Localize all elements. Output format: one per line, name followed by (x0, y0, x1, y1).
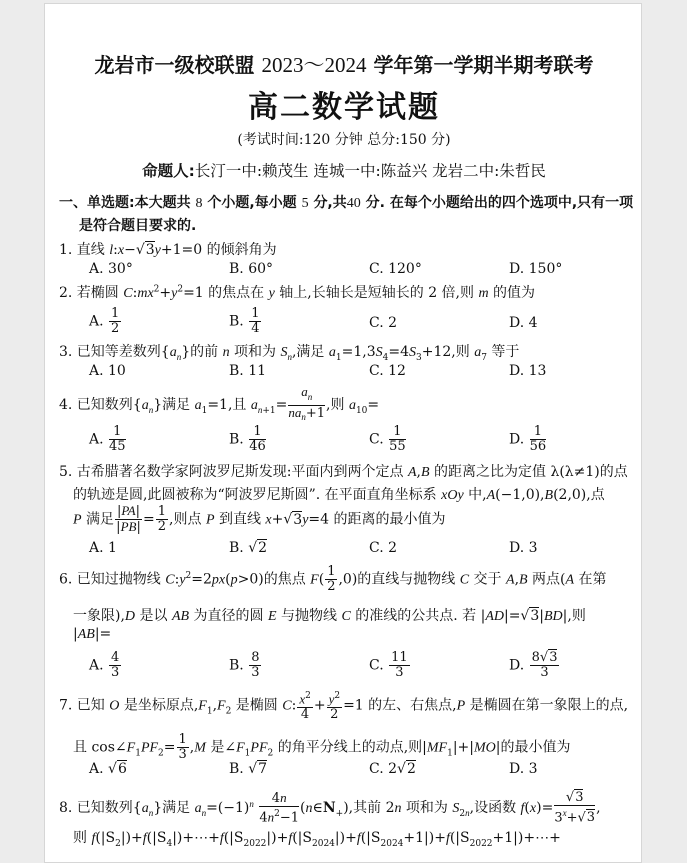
question-7-line1: 7. 已知 O 是坐标原点$,F_1,F_2$ 是椭圆 C: $\frac{x^2}{4}$ + $\frac{y^2}{2}$ =1 的左、右焦点,P 是椭圆在第一象限上的点, (59, 691, 629, 723)
q3-option-b[interactable]: B. 11 (229, 363, 267, 379)
q5-option-d[interactable]: D. 3 (509, 540, 538, 556)
authors-label: 命题人: (142, 162, 195, 180)
q7-option-a[interactable]: A. √6 (89, 761, 127, 777)
q6-option-b[interactable]: B. $\frac{8}{3}$ (229, 650, 260, 680)
q1-option-c[interactable]: C. 120° (369, 261, 422, 277)
question-5-line1: 5. 古希腊著名数学家阿波罗尼斯发现:平面内到两个定点 A,B 的距离之比为定值 λ(λ≠1)的点 (59, 464, 628, 480)
q3-option-d[interactable]: D. 13 (509, 363, 547, 379)
title-suffix: 学年第一学期半期考联考 (373, 53, 594, 77)
q1-option-d[interactable]: D. 150° (509, 261, 563, 277)
q1-option-a[interactable]: A. 30° (89, 261, 133, 277)
question-6-line2: 一象限),D 是以 AB 为直径的圆 E 与抛物线 C 的准线的公共点. 若 |AD|=√3|BD|,则 (73, 608, 586, 624)
title-years: 2023～2024 (261, 53, 367, 77)
q7-option-b[interactable]: B. √7 (229, 761, 268, 777)
q6-option-d[interactable]: D. $\frac{8√3}{3}$ (509, 650, 558, 680)
title-prefix: 龙岩市一级校联盟 (94, 53, 255, 77)
q7-option-d[interactable]: D. 3 (509, 761, 538, 777)
authors-line (45, 159, 643, 181)
question-8-line1: 8. 已知数列$\{a_n\}$满足 $a_n=(-1)^n$ $\frac{4n}{4n^2-1}$ $(n\in N_+)$,其前 2n 项和为 $S_{2n}$,设函数 f(x)= $\frac{√3}{3^x+√3}$ , (59, 790, 601, 826)
q6-option-c[interactable]: C. $\frac{11}{3}$ (369, 650, 408, 680)
q4-option-c[interactable]: C. $\frac{1}{55}$ (369, 424, 406, 454)
q2-option-c[interactable]: C. 2 (369, 315, 398, 331)
q5-option-b[interactable]: B. √2 (229, 540, 268, 556)
section-heading-line1: 一、单选题:本大题共 8 个小题,每小题 5 分,共40 分. 在每个小题给出的四个选项中,只有一项 (59, 195, 634, 211)
q1-option-b[interactable]: B. 60° (229, 261, 274, 277)
q5-option-c[interactable]: C. 2 (369, 540, 398, 556)
question-5-line3: P 满足 $\frac{|PA|}{|PB|}$ = $\frac{1}{2}$ ,则点 P 到直线 x+√3y=4 的距离的最小值为 (73, 503, 446, 535)
exam-title-line2: 高二数学试题 (248, 90, 440, 125)
authors-names: 长汀一中:赖茂生 连城一中:陈益兴 龙岩二中:朱哲民 (194, 162, 546, 180)
q3-option-c[interactable]: C. 12 (369, 363, 406, 379)
question-6-line3: |AB|= (73, 626, 112, 642)
q2-option-b[interactable]: B. $\frac{1}{4}$ (229, 306, 260, 336)
q7-option-c[interactable]: C. 2√2 (369, 761, 416, 777)
exam-page (44, 3, 642, 863)
q2-option-d[interactable]: D. 4 (509, 315, 538, 331)
question-8-line2: 则 $f(|S_2|)+f(|S_4|)+\cdots+f(|S_{2022}|)+f(|S_{2024}|)+f(|S_{2024}+1|)+f(|S_{2022}+1|)+\cdots+$ (73, 830, 561, 849)
question-3: 3. 已知等差数列$\{a_n\}$的前 n 项和为 $S_n$,满足 $a_1=1,3S_4=4S_3+12$,则 $a_7$ 等于 (59, 344, 520, 363)
question-7-line2: 且 $\cos\angle F_1PF_2=$ $\frac{1}{3}$ ,M 是$\angle F_1PF_2$ 的角平分线上的动点,则$|MF_1|+|MO|$的最小值为 (73, 732, 571, 762)
q4-option-d[interactable]: D. $\frac{1}{56}$ (509, 424, 547, 454)
question-2: 2. 若椭圆 $C:mx^2+y^2=1$ 的焦点在 y 轴上,长轴长是短轴长的 2 倍,则 m 的值为 (59, 284, 536, 301)
q4-option-b[interactable]: B. $\frac{1}{46}$ (229, 424, 266, 454)
question-5-line2: 的轨迹是圆,此圆被称为“阿波罗尼斯圆”. 在平面直角坐标系 xOy 中,A(−1,0),B(2,0),点 (73, 487, 605, 503)
section-heading-line2: 是符合题目要求的. (79, 218, 197, 234)
q2-option-a[interactable]: A. $\frac{1}{2}$ (89, 306, 120, 336)
q6-option-a[interactable]: A. $\frac{4}{3}$ (89, 650, 120, 680)
q3-option-a[interactable]: A. 10 (89, 363, 126, 379)
q5-option-a[interactable]: A. 1 (89, 540, 117, 556)
exam-info: (考试时间:120 分钟 总分:150 分) (237, 132, 451, 148)
q4-option-a[interactable]: A. $\frac{1}{45}$ (89, 424, 126, 454)
question-6-line1: 6. 已知过抛物线 $C:y^2=2px(p>0)$的焦点 F( $\frac{1}{2}$ ,0)的直线与抛物线 C 交于 A,B 两点(A 在第 (59, 564, 607, 594)
exam-title-line1 (45, 49, 643, 79)
question-1: 1. 直线 l:x−√3y+1=0 的倾斜角为 (59, 242, 277, 258)
question-4: 4. 已知数列$\{a_n\}$满足 $a_1=1$,且 $a_{n+1}=$ $\frac{a_n}{na_n+1}$ ,则 $a_{10}=$ (59, 384, 380, 423)
